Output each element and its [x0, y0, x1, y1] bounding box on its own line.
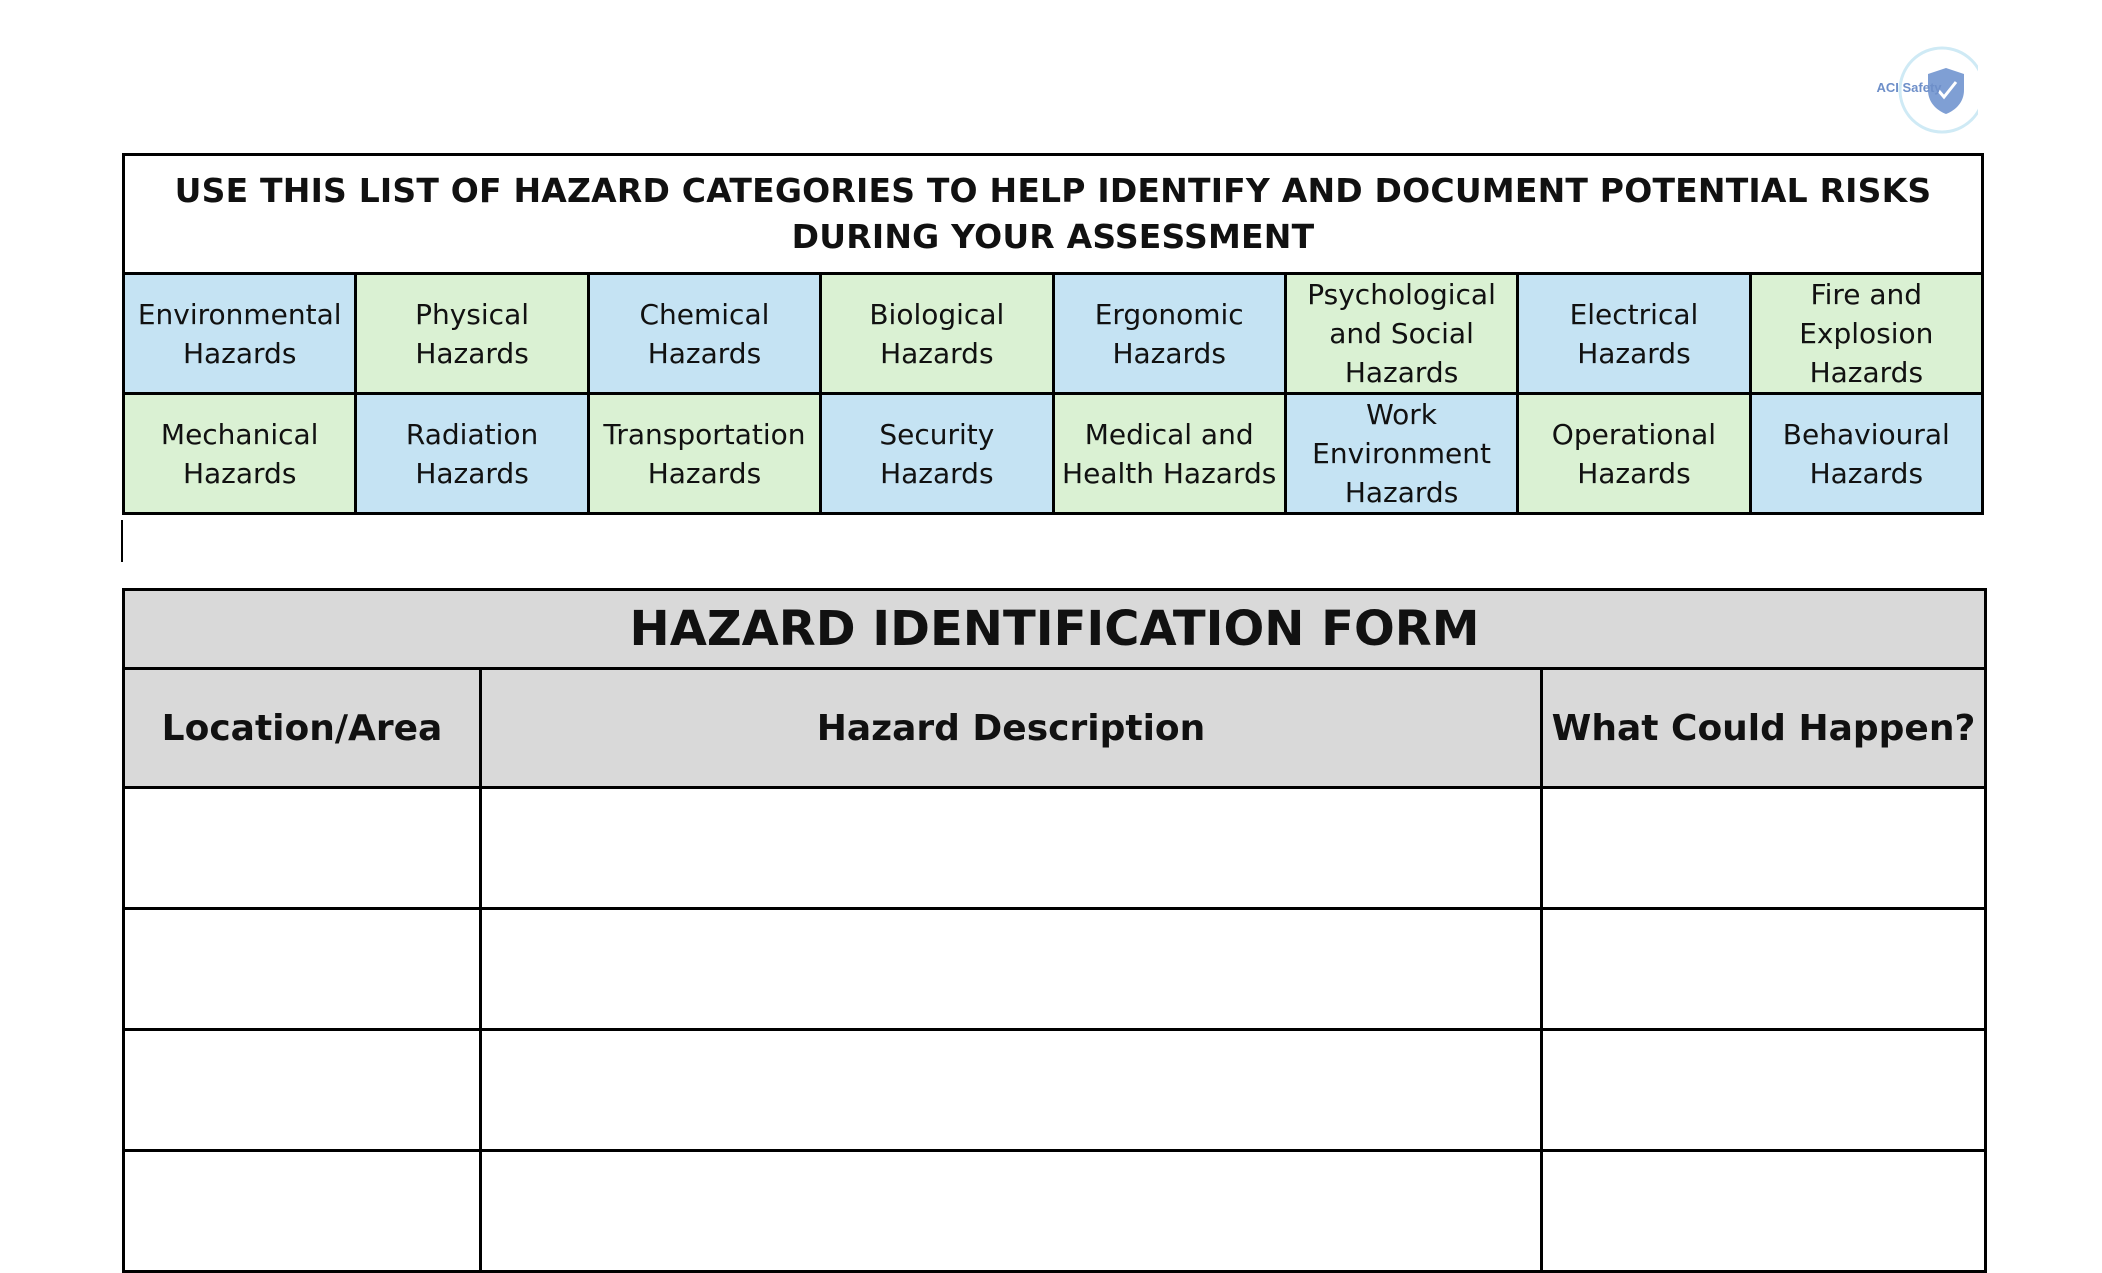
description-cell[interactable]	[481, 788, 1542, 909]
description-cell[interactable]	[481, 1151, 1542, 1272]
aci-safety-logo	[1868, 46, 1978, 134]
category-mechanical: Mechanical Hazards	[124, 394, 356, 514]
location-cell[interactable]	[124, 909, 481, 1030]
form-row	[124, 1030, 1986, 1151]
category-medical-health: Medical and Health Hazards	[1053, 394, 1285, 514]
logo-text: ACI Safety	[1876, 80, 1942, 95]
category-security: Security Hazards	[821, 394, 1053, 514]
outcome-cell[interactable]	[1542, 1030, 1986, 1151]
category-transportation: Transportation Hazards	[588, 394, 820, 514]
form-row	[124, 1151, 1986, 1272]
outcome-cell[interactable]	[1542, 788, 1986, 909]
category-biological: Biological Hazards	[821, 274, 1053, 394]
category-ergonomic: Ergonomic Hazards	[1053, 274, 1285, 394]
location-cell[interactable]	[124, 1030, 481, 1151]
location-cell[interactable]	[124, 1151, 481, 1272]
category-row-1	[124, 274, 1983, 394]
category-environmental: Environmental Hazards	[124, 274, 356, 394]
category-work-environment: Work Environment Hazards	[1285, 394, 1517, 514]
outcome-cell[interactable]	[1542, 909, 1986, 1030]
column-header-outcome: What Could Happen?	[1542, 669, 1986, 788]
category-behavioural: Behavioural Hazards	[1750, 394, 1982, 514]
location-cell[interactable]	[124, 788, 481, 909]
category-electrical: Electrical Hazards	[1518, 274, 1750, 394]
category-chemical: Chemical Hazards	[588, 274, 820, 394]
hazard-categories-table	[122, 153, 1984, 515]
category-psychological-social: Psychological and Social Hazards	[1285, 274, 1517, 394]
form-row	[124, 909, 1986, 1030]
column-header-location: Location/Area	[124, 669, 481, 788]
category-fire-explosion: Fire and Explosion Hazards	[1750, 274, 1982, 394]
column-header-description: Hazard Description	[481, 669, 1542, 788]
margin-line	[121, 520, 123, 562]
form-row	[124, 788, 1986, 909]
category-operational: Operational Hazards	[1518, 394, 1750, 514]
form-header-row	[124, 669, 1986, 788]
category-row-2	[124, 394, 1983, 514]
category-radiation: Radiation Hazards	[356, 394, 588, 514]
form-title: HAZARD IDENTIFICATION FORM	[124, 590, 1986, 669]
description-cell[interactable]	[481, 909, 1542, 1030]
category-physical: Physical Hazards	[356, 274, 588, 394]
hazard-identification-form	[122, 588, 1987, 1273]
description-cell[interactable]	[481, 1030, 1542, 1151]
categories-heading: USE THIS LIST OF HAZARD CATEGORIES TO HELP IDENTIFY AND DOCUMENT POTENTIAL RISKS DURING YOUR ASSESSMENT	[124, 155, 1983, 274]
outcome-cell[interactable]	[1542, 1151, 1986, 1272]
